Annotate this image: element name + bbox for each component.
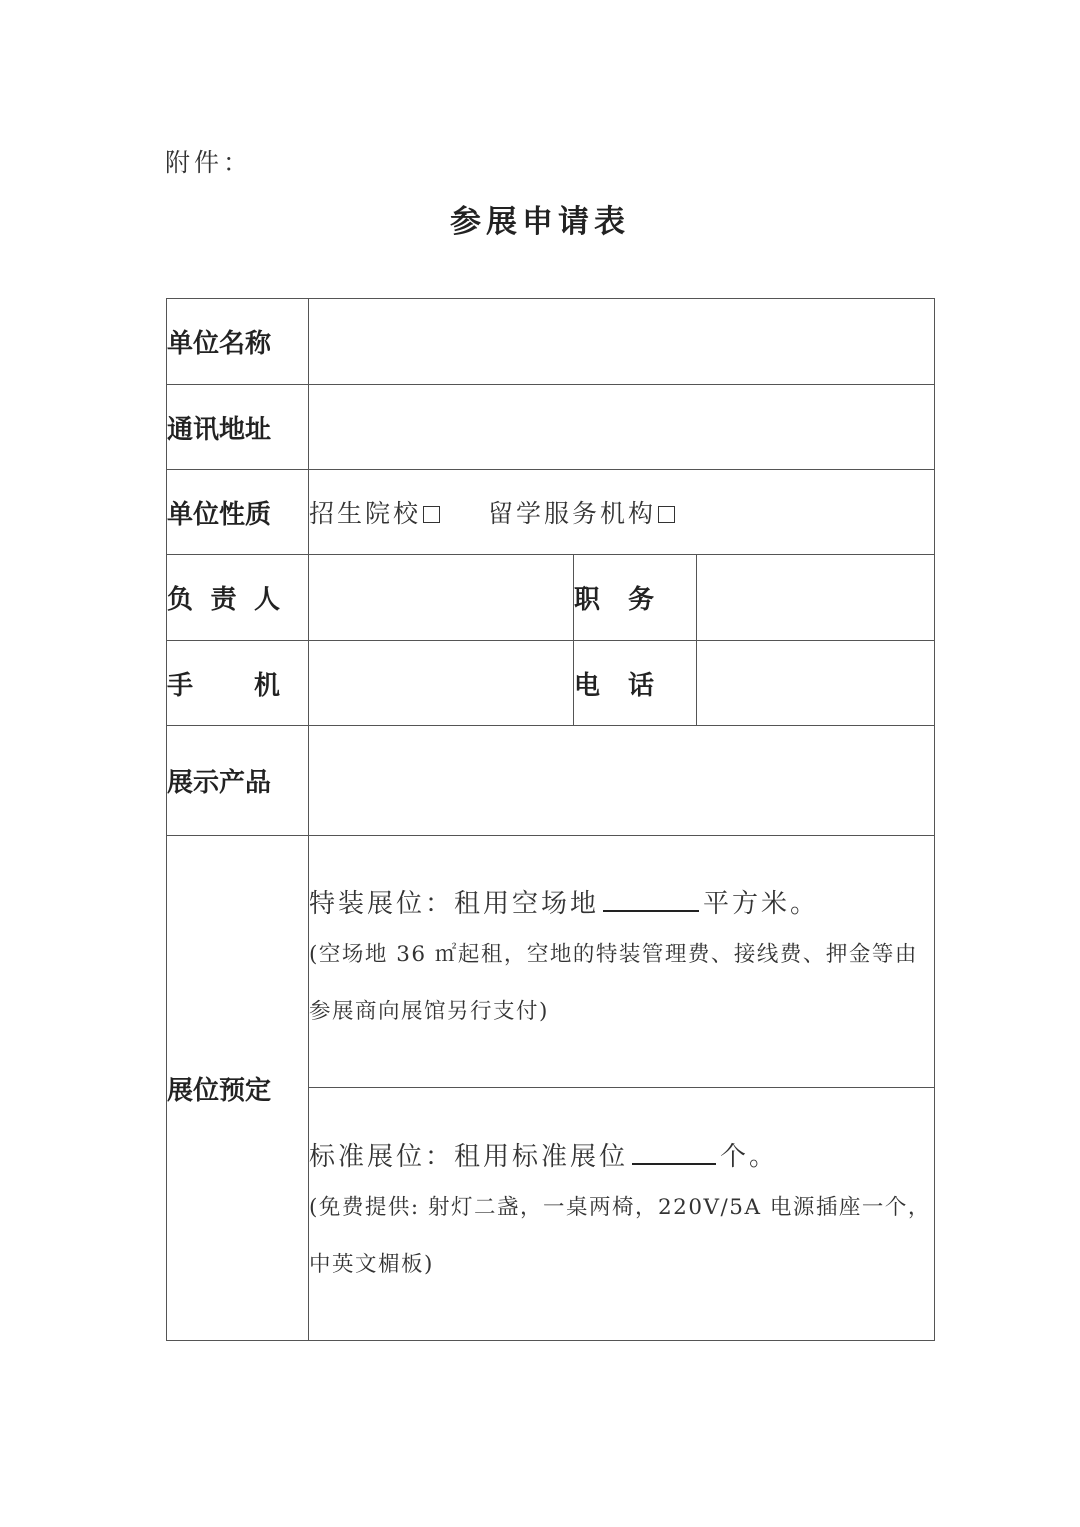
special-booth-suffix: 平方米。 (703, 889, 820, 919)
phone-field[interactable] (697, 641, 935, 726)
row-booth-special (167, 836, 935, 1088)
person-in-charge-label: 负 责 人 (167, 555, 309, 641)
standard-booth-cell (309, 1088, 935, 1341)
unit-name-label: 单位名称 (167, 299, 309, 385)
application-form-table (166, 298, 935, 1341)
unit-nature-options (309, 470, 935, 555)
position-field[interactable] (697, 555, 935, 641)
row-unit-nature (167, 470, 935, 555)
row-unit-name (167, 299, 935, 385)
mobile-field[interactable] (309, 641, 574, 726)
option-school-label: 招生院校 (309, 499, 422, 528)
special-booth-note: (空场地 36 ㎡起租，空地的特装管理费、接线费、押金等由参展商向展馆另行支付) (309, 942, 918, 1024)
standard-booth-count-blank[interactable] (632, 1159, 716, 1165)
form-title: 参展申请表 (450, 204, 630, 240)
address-label: 通讯地址 (167, 385, 309, 470)
position-label: 职 务 (574, 555, 697, 641)
standard-booth-suffix: 个。 (720, 1141, 779, 1172)
mobile-label: 手 机 (167, 641, 309, 726)
address-field[interactable] (309, 385, 935, 470)
special-booth-cell (309, 836, 935, 1088)
attachment-label: 附件： (165, 148, 253, 177)
option-agency-label: 留学服务机构 (488, 499, 657, 528)
checkbox-agency[interactable] (658, 506, 675, 523)
special-booth-area-blank[interactable] (603, 906, 699, 912)
unit-nature-label: 单位性质 (167, 470, 309, 555)
booth-reservation-label: 展位预定 (167, 836, 309, 1341)
person-in-charge-field[interactable] (309, 555, 574, 641)
row-address (167, 385, 935, 470)
row-person-in-charge (167, 555, 935, 641)
special-booth-prefix: 特装展位：租用空场地 (309, 889, 600, 919)
checkbox-school[interactable] (423, 506, 440, 523)
standard-booth-prefix: 标准展位：租用标准展位 (309, 1141, 629, 1172)
standard-booth-note: (免费提供: 射灯二盏，一桌两椅，220V/5A 电源插座一个，中英文楣板) (309, 1194, 931, 1277)
unit-name-field[interactable] (309, 299, 935, 385)
row-products (167, 726, 935, 836)
products-label: 展示产品 (167, 726, 309, 836)
row-mobile-phone (167, 641, 935, 726)
phone-label: 电 话 (574, 641, 697, 726)
products-field[interactable] (309, 726, 935, 836)
